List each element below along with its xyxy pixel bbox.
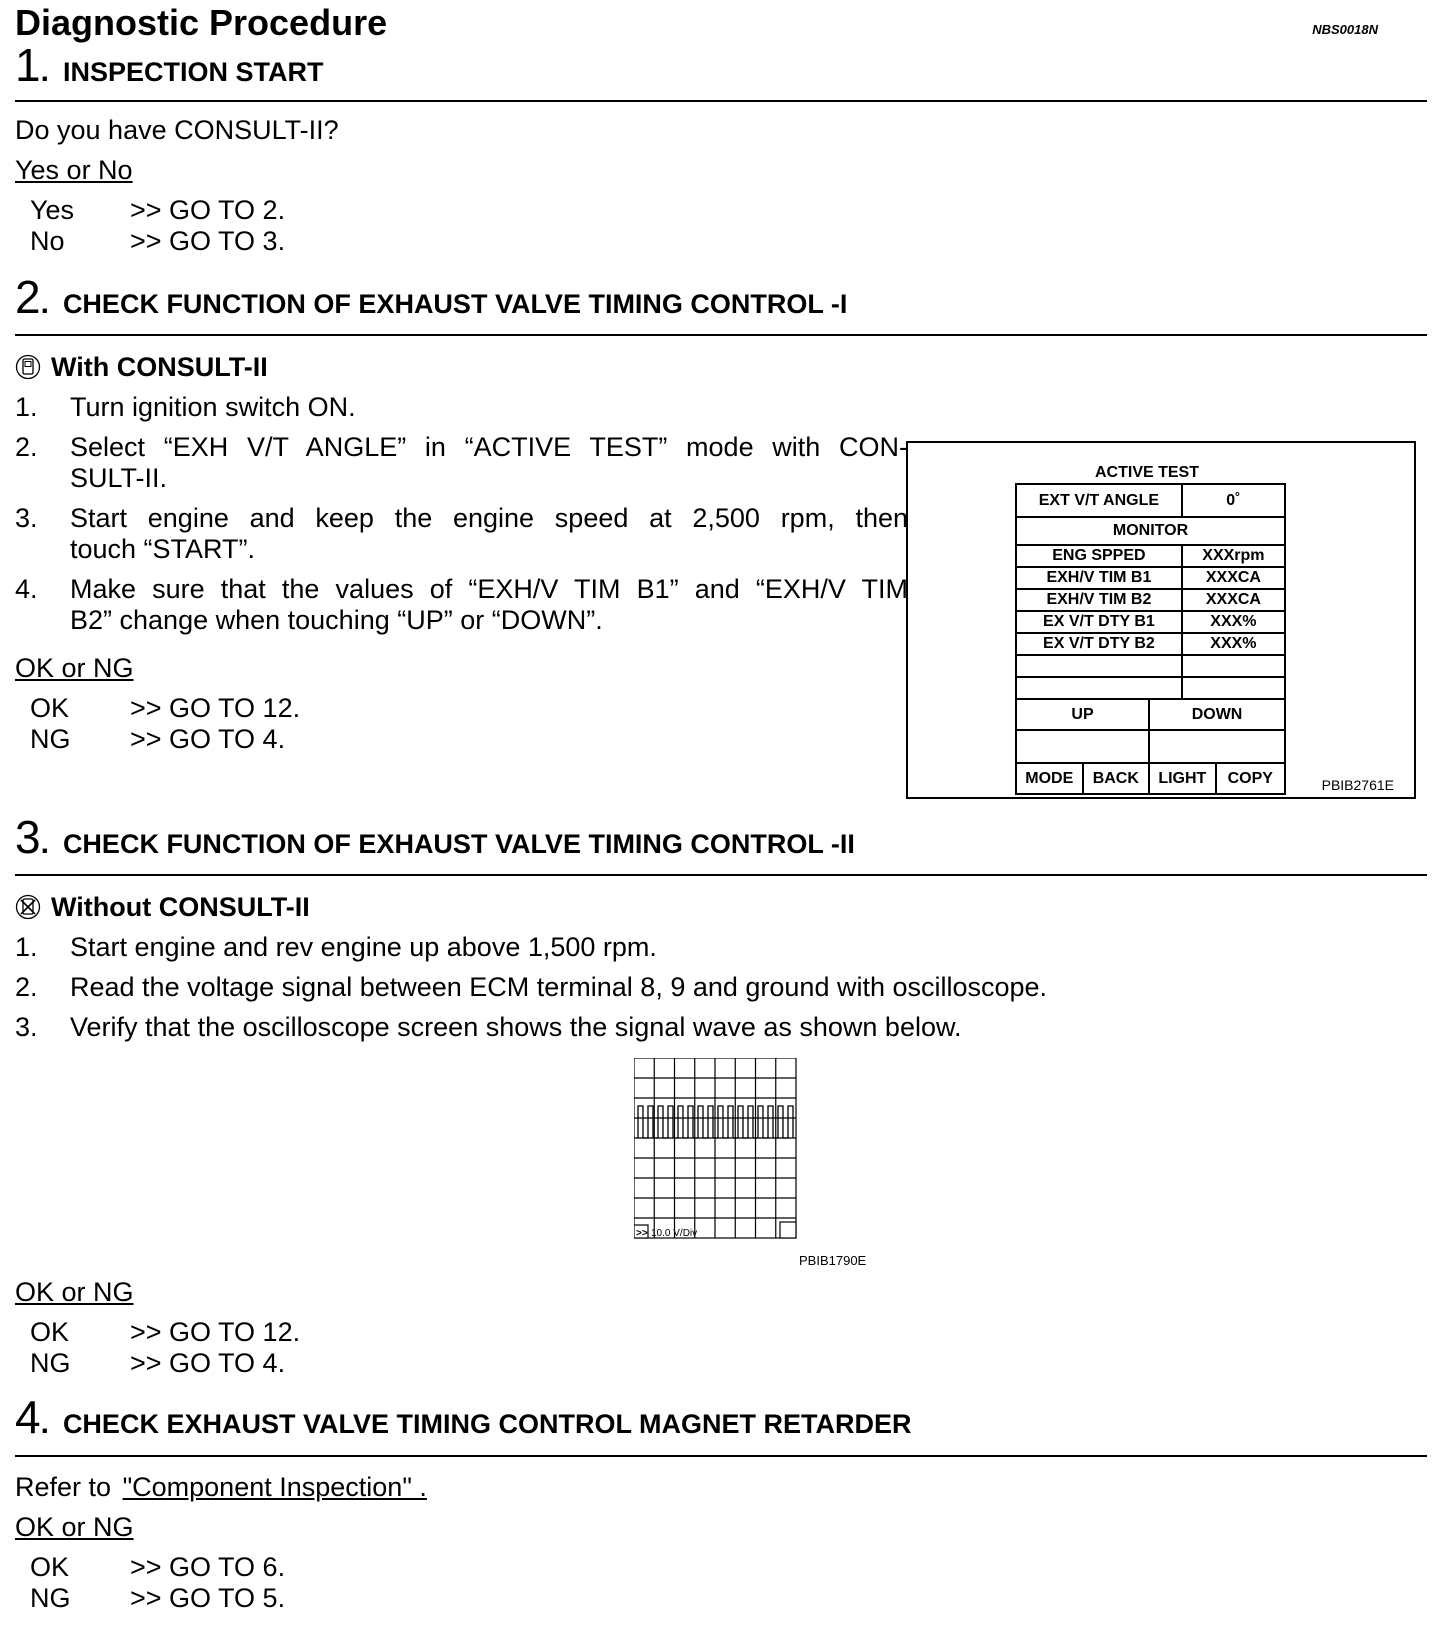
svg-text:>>: >> <box>636 1228 648 1239</box>
step-3-number: 3 <box>15 811 41 863</box>
without-consult-subheading: Without CONSULT-II <box>15 892 310 923</box>
document-code: NBS0018N <box>1312 22 1378 37</box>
step-4-number: 4 <box>15 1391 41 1443</box>
angle-label: EXT V/T ANGLE <box>1016 484 1182 517</box>
divider <box>15 100 1427 102</box>
back-button: BACK <box>1083 763 1150 794</box>
divider <box>15 1455 1427 1457</box>
step-3-choice-ng: NG >> GO TO 4. <box>30 1348 286 1378</box>
step-1-question: Do you have CONSULT-II? <box>15 115 339 145</box>
scope-scale: 10.0 V/Div <box>651 1228 698 1239</box>
step-4-heading: 4. CHECK EXHAUST VALVE TIMING CONTROL MAGNET RETARDER <box>15 1391 912 1443</box>
scope-marker-box <box>780 1222 796 1238</box>
step-3-title: CHECK FUNCTION OF EXHAUST VALVE TIMING CONTROL -II <box>62 829 855 859</box>
monitor-row-label: EXH/V TIM B1 <box>1016 567 1182 589</box>
monitor-row-label: ENG SPPED <box>1016 545 1182 567</box>
step-2-title: CHECK FUNCTION OF EXHAUST VALVE TIMING CONTROL -I <box>62 289 848 319</box>
step-1-prompt: Yes or No <box>15 155 133 185</box>
step-2-number: 2 <box>15 271 41 323</box>
no-consult-icon <box>15 894 41 920</box>
divider <box>15 874 1427 876</box>
monitor-row-label: EX V/T DTY B1 <box>1016 611 1182 633</box>
step-2-heading: 2. CHECK FUNCTION OF EXHAUST VALVE TIMING CONTROL -I <box>15 271 848 323</box>
empty-cell <box>1016 655 1182 677</box>
mode-button: MODE <box>1016 763 1083 794</box>
step-4-choice-ok: OK >> GO TO 6. <box>30 1552 286 1582</box>
monitor-row-label: EX V/T DTY B2 <box>1016 633 1182 655</box>
up-button: UP <box>1016 699 1149 730</box>
list-item: 3. Verify that the oscilloscope screen shows the signal wave as shown below. <box>15 1012 962 1042</box>
monitor-row-value: XXXCA <box>1182 589 1285 611</box>
oscilloscope-figure <box>634 1058 874 1273</box>
step-2-prompt: OK or NG <box>15 653 134 683</box>
empty-cell <box>1182 677 1285 699</box>
step-2-list <box>15 392 915 635</box>
step-1-title: INSPECTION START <box>62 57 324 87</box>
empty-cell <box>1182 655 1285 677</box>
list-item-text: touch “START”. <box>70 534 256 564</box>
step-4-title: CHECK EXHAUST VALVE TIMING CONTROL MAGNET RETARDER <box>62 1409 912 1439</box>
light-button: LIGHT <box>1149 763 1216 794</box>
list-item: 2. Read the voltage signal between ECM terminal 8, 9 and ground with oscilloscope. <box>15 972 1048 1002</box>
monitor-row-value: XXXrpm <box>1182 545 1285 567</box>
refer-line: Refer to "Component Inspection" . <box>15 1472 427 1502</box>
step-1-choice-yes: Yes >> GO TO 2. <box>30 195 286 225</box>
step-1-choice-no: No >> GO TO 3. <box>30 226 286 256</box>
step-1-number: 1 <box>15 39 41 91</box>
figure-id: PBIB1790E <box>799 1253 867 1268</box>
step-3-list <box>15 932 1415 1052</box>
list-item: 2. <box>15 432 38 462</box>
figure-id: PBIB2761E <box>1321 777 1394 793</box>
step-3-heading: 3. CHECK FUNCTION OF EXHAUST VALVE TIMING CONTROL -II <box>15 811 855 863</box>
list-item: 4. <box>15 574 38 604</box>
oscilloscope-screen <box>634 1058 874 1268</box>
monitor-row-value: XXX% <box>1182 611 1285 633</box>
empty-cell <box>1016 730 1149 763</box>
list-item-text: Start engine and keep the engine speed at 2,500 rpm, then <box>70 503 908 533</box>
consult-icon <box>15 354 41 380</box>
step-3-choice-ok: OK >> GO TO 12. <box>30 1317 301 1347</box>
empty-cell <box>1016 677 1182 699</box>
monitor-row-value: XXXCA <box>1182 567 1285 589</box>
active-test-heading: ACTIVE TEST <box>1094 464 1199 481</box>
active-test-table <box>1015 483 1286 795</box>
empty-cell <box>1149 730 1285 763</box>
down-button: DOWN <box>1149 699 1285 730</box>
list-item-text: Select “EXH V/T ANGLE” in “ACTIVE TEST” mode with CON- <box>70 432 908 462</box>
with-consult-subheading: With CONSULT-II <box>15 352 268 383</box>
step-2-choice-ok: OK >> GO TO 12. <box>30 693 301 723</box>
divider <box>15 334 1427 336</box>
step-1-heading: 1. INSPECTION START <box>15 39 324 91</box>
monitor-row-label: EXH/V TIM B2 <box>1016 589 1182 611</box>
list-item: 3. <box>15 503 38 533</box>
copy-button: COPY <box>1216 763 1285 794</box>
step-3-prompt: OK or NG <box>15 1277 134 1307</box>
component-inspection-link[interactable]: "Component Inspection" . <box>122 1472 427 1502</box>
step-4-prompt: OK or NG <box>15 1512 134 1542</box>
list-item: 1. Start engine and rev engine up above 1,500 rpm. <box>15 932 657 962</box>
step-4-choice-ng: NG >> GO TO 5. <box>30 1583 286 1613</box>
page-title: Diagnostic Procedure <box>15 2 388 43</box>
list-item-text: Make sure that the values of “EXH/V TIM B1” and “EXH/V TIM <box>70 574 908 604</box>
list-item-text: B2” change when touching “UP” or “DOWN”. <box>70 605 603 635</box>
angle-value: 0˚ <box>1182 484 1285 517</box>
list-item-text: SULT-II. <box>70 463 168 493</box>
active-test-figure <box>906 441 1416 799</box>
step-2-choice-ng: NG >> GO TO 4. <box>30 724 286 754</box>
list-item: 1. Turn ignition switch ON. <box>15 392 356 422</box>
monitor-row-value: XXX% <box>1182 633 1285 655</box>
monitor-label: MONITOR <box>1016 517 1285 545</box>
